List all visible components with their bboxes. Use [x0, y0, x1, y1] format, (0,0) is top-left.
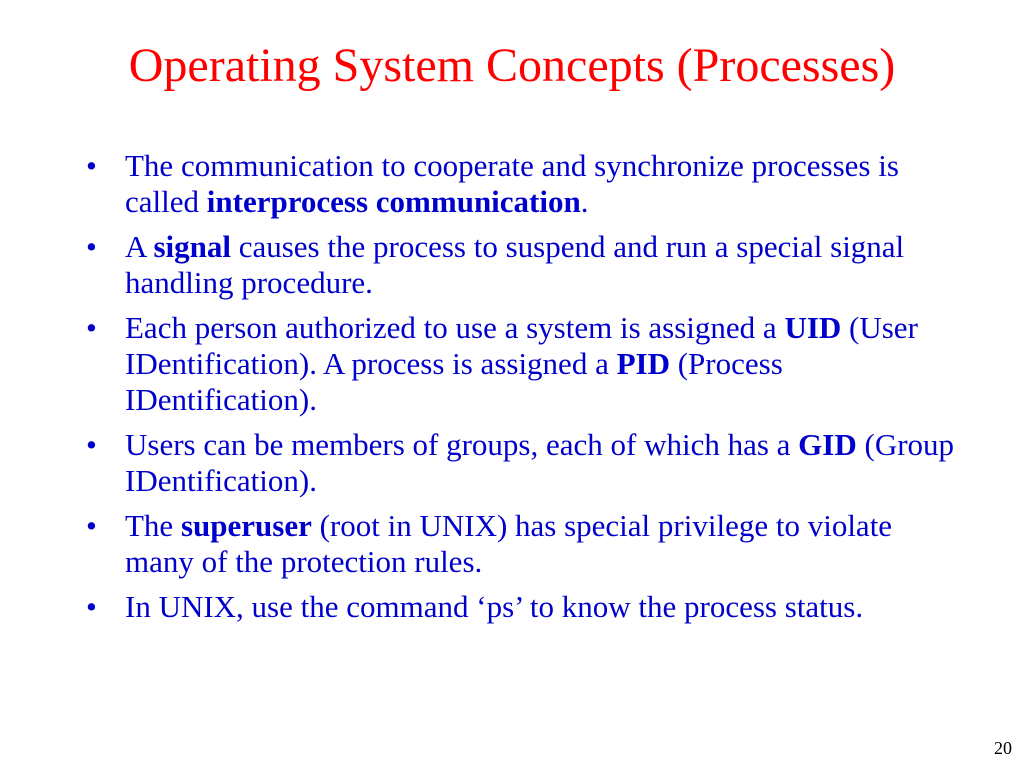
bullet-icon: •: [86, 508, 97, 543]
bullet-text-segment: (root in UNIX) has special privilege to violate many of the protection rules.: [125, 508, 893, 579]
bullet-text: [125, 229, 904, 300]
bullet-text-segment: (User IDentification). A process is assigned a: [125, 310, 918, 381]
bullet-text-segment: causes the process to suspend and run a special signal handling procedure.: [125, 229, 905, 300]
bullet-term-bold: signal: [153, 229, 231, 264]
bullet-item: [86, 427, 966, 499]
bullet-icon: •: [86, 427, 97, 462]
bullet-term-bold: UID: [784, 310, 842, 345]
bullet-item: [86, 310, 966, 418]
bullet-text-segment: The communication to cooperate and synchronize processes is called: [125, 148, 899, 219]
bullet-item: [86, 148, 966, 220]
bullet-item: [86, 508, 966, 580]
bullet-text-segment: Each person authorized to use a system is assigned a: [125, 310, 785, 345]
bullet-text: [125, 148, 899, 219]
bullet-text-segment: (Group IDentification).: [125, 427, 955, 498]
bullet-text-segment: .: [580, 184, 589, 219]
bullet-text-segment: The: [125, 508, 181, 543]
slide-title: Operating System Concepts (Processes): [128, 39, 896, 92]
bullet-text-segment: In UNIX, use the command ‘ps’ to know the process status.: [125, 589, 864, 624]
bullet-text: [125, 427, 954, 498]
bullet-item: [86, 589, 966, 625]
bullet-icon: •: [86, 148, 97, 183]
bullet-term-bold: GID: [798, 427, 857, 462]
bullet-text-segment: Users can be members of groups, each of which has a: [125, 427, 799, 462]
bullet-item: [86, 229, 966, 301]
bullet-text-segment: A: [125, 229, 154, 264]
bullet-term-bold: superuser: [180, 508, 312, 543]
bullet-text: [125, 589, 863, 624]
bullet-term-bold: interprocess communication: [206, 184, 581, 219]
bullet-text-segment: (Process IDentification).: [125, 346, 783, 417]
page-number: 20: [994, 738, 1012, 758]
bullet-icon: •: [86, 589, 97, 624]
bullet-term-bold: PID: [616, 346, 670, 381]
bullet-text: [125, 310, 918, 417]
bullet-icon: •: [86, 310, 97, 345]
bullet-text: [125, 508, 892, 579]
bullet-icon: •: [86, 229, 97, 264]
bullet-list: [86, 148, 966, 634]
